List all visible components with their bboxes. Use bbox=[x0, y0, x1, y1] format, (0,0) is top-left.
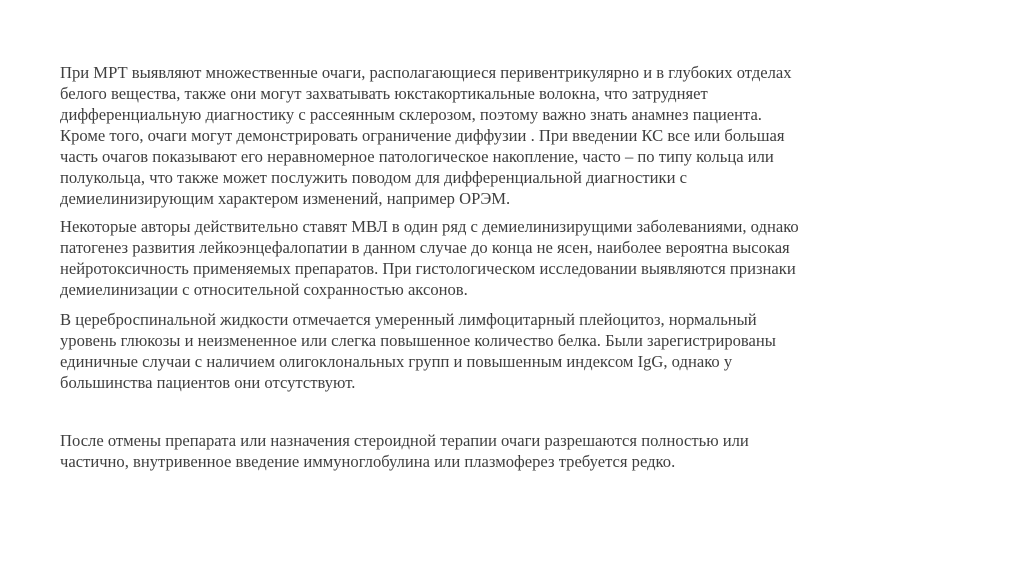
paragraph-treatment: После отмены препарата или назначения стероидной терапии очаги разрешаются полностью или частично, внутривенное введение иммуноглобулина или плазмоферез требуется редко. bbox=[60, 431, 749, 471]
paragraph-spacer bbox=[60, 393, 940, 430]
paragraph-csf: В цереброспинальной жидкости отмечается умеренный лимфоцитарный плейоцитоз, нормальный уровень глюкозы и неизмененное или слегка повышенное количество белка. Были зарегистрированы единичные случаи с наличием олигоклональных групп и повышенным индексом IgG, однако у большинства пациентов они отсутствуют. bbox=[60, 310, 776, 392]
paragraph-demyelination: Некоторые авторы действительно ставят МВЛ в один ряд с демиелинизирущими заболеваниями, однако патогенез развития лейкоэнцефалопатии в данном случае до конца не ясен, наиболее вероятна высокая нейротоксичность применяемых препаратов. При гистологическом исследовании выявляются признаки демиелинизации с относительной сохранностью аксонов. bbox=[60, 217, 799, 299]
slide-text-body bbox=[60, 62, 940, 472]
paragraph-mri-findings: При МРТ выявляют множественные очаги, располагающиеся перивентрикулярно и в глубоких отделах белого вещества, также они могут захватывать юкстакортикальные волокна, что затрудняет дифференциальную диагностику с рассеянным склерозом, поэтому важно знать анамнез пациента. Кроме того, очаги могут демонстрировать ограничение диффузии . При введении КС все или большая часть очагов показывают его неравномерное патологическое накопление, часто – по типу кольца или полукольца, что также может послужить поводом для дифференциальной диагностики с демиелинизирующим характером изменений, например ОРЭМ. bbox=[60, 63, 792, 208]
